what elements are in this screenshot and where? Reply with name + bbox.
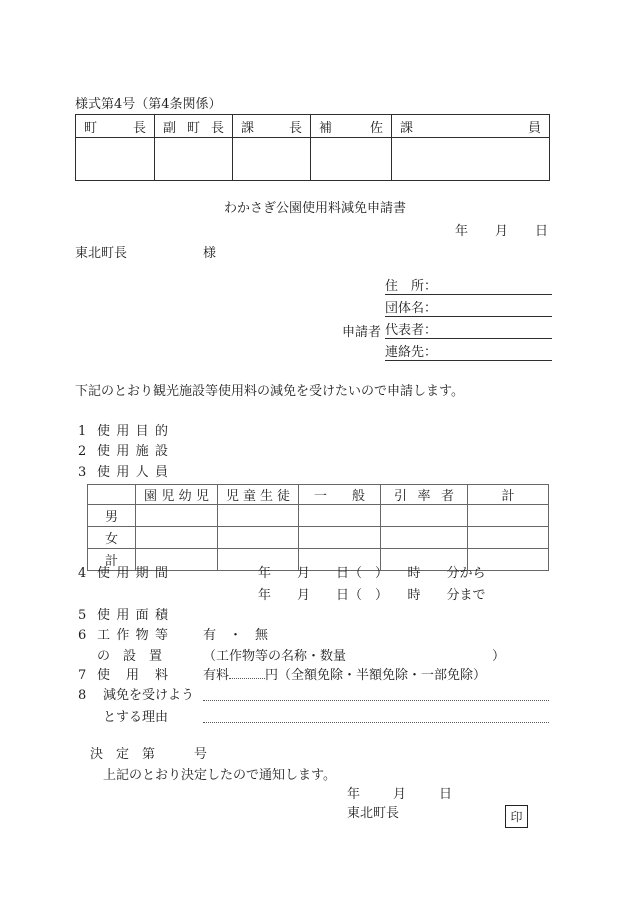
usage-period-from: 年 月 日（ ） 時 分から [258, 566, 486, 581]
item-number: 1 [78, 424, 87, 439]
decision-notice: 上記のとおり決定したので通知します。 [103, 768, 336, 783]
field-label: 団体名： [385, 301, 438, 316]
seal-character: 印 [510, 809, 523, 824]
personnel-blank-cell [299, 527, 381, 549]
stamp-header-label: 課 長 [241, 120, 302, 136]
fee-exemption-options: （全額免除・半額免除・一部免除） [278, 668, 487, 683]
structure-note-open: （工作物等の名称・数量 [203, 649, 347, 664]
structure-options: 有 ・ 無 [203, 628, 269, 643]
item-label-facility: 使 用 施 設 [97, 444, 168, 459]
intro-text: 下記のとおり観光施設等使用料の減免を受けたいので申請します。 [75, 384, 464, 399]
personnel-blank-cell [468, 527, 549, 549]
addressee: 東北町長 [75, 246, 128, 261]
personnel-header-cell [136, 485, 218, 505]
stamp-header-cell [233, 115, 311, 138]
personnel-header-label: 引 率 者 [394, 489, 454, 504]
seal-box [505, 805, 528, 828]
personnel-blank-cell [136, 505, 218, 527]
stamp-header-cell [311, 115, 392, 138]
personnel-row-label: 女 [88, 527, 136, 549]
fee-line [203, 668, 486, 684]
item-label-period: 使 用 期 間 [97, 566, 168, 581]
stamp-blank-cell [392, 138, 550, 181]
personnel-header-cell [468, 485, 549, 505]
item-number: 3 [78, 465, 87, 480]
item-number: 4 [78, 566, 87, 581]
usage-period-to: 年 月 日（ ） 時 分まで [258, 588, 486, 603]
stamp-header-cell [76, 115, 155, 138]
stamp-header-label: 課 員 [400, 120, 541, 136]
personnel-row-label: 計 [88, 549, 136, 571]
personnel-table [87, 484, 549, 571]
structure-note-close: ） [492, 649, 506, 664]
application-date-blank: 年 月 日 [455, 224, 548, 239]
reason-dotted-line [203, 686, 549, 701]
stamp-header-label: 副 町 長 [163, 120, 224, 136]
item-number: 6 [78, 628, 87, 643]
item-label-area: 使 用 面 積 [97, 608, 168, 623]
stamp-header-label: 町 長 [84, 120, 146, 136]
item-label-structures-2: の 設 置 [97, 649, 162, 664]
applicant-address-row [385, 279, 552, 295]
reason-label-line2: とする理由 [103, 710, 169, 725]
personnel-blank-cell [218, 527, 299, 549]
stamp-blank-cell [76, 138, 155, 181]
personnel-blank-cell [218, 505, 299, 527]
honorific-sama: 様 [203, 246, 217, 261]
stamp-blank-cell [155, 138, 233, 181]
form-title: わかさぎ公園使用料減免申請書 [223, 201, 406, 216]
personnel-header-label: 計 [501, 489, 515, 504]
item-number: 8 [78, 688, 87, 703]
approval-stamp-table [75, 114, 550, 181]
decision-number-line: 決 定 第 号 [90, 747, 208, 762]
fee-amount-dotted-blank [229, 678, 265, 679]
personnel-header-label: 園 児 幼 児 [144, 489, 209, 504]
stamp-header-cell [155, 115, 233, 138]
field-label: 住 所： [385, 279, 438, 294]
item-label-personnel: 使 用 人 員 [97, 465, 168, 480]
item-label-fee: 使 用 料 [97, 668, 168, 683]
personnel-blank-cell [136, 527, 218, 549]
personnel-blank-cell [468, 505, 549, 527]
reason-dotted-line [203, 708, 549, 723]
stamp-header-cell [392, 115, 550, 138]
personnel-header-cell [299, 485, 381, 505]
personnel-header-label: 一 般 [314, 489, 365, 504]
stamp-blank-cell [311, 138, 392, 181]
stamp-header-label: 補 佐 [319, 120, 383, 136]
fee-paid-label: 有料 [203, 668, 230, 683]
personnel-blank-cell [381, 505, 468, 527]
personnel-blank-cell [299, 505, 381, 527]
item-label-purpose: 使 用 目 的 [97, 424, 168, 439]
form-number: 様式第4号（第4条関係） [75, 97, 222, 112]
stamp-blank-cell [233, 138, 311, 181]
item-number: 5 [78, 608, 87, 623]
decision-date-blank: 年 月 日 [347, 787, 452, 802]
personnel-header-cell [218, 485, 299, 505]
personnel-header-cell [381, 485, 468, 505]
applicant-label: 申請者 [342, 325, 382, 340]
reason-label-line1: 減免を受けよう [103, 688, 195, 703]
item-number: 2 [78, 444, 87, 459]
personnel-blank-cell [381, 527, 468, 549]
field-label: 代表者： [385, 323, 438, 338]
item-label-structures: 工 作 物 等 [97, 628, 168, 643]
field-label: 連絡先： [385, 345, 438, 360]
applicant-organization-row [385, 301, 552, 317]
personnel-row-label: 男 [88, 505, 136, 527]
applicant-representative-row [385, 323, 552, 339]
personnel-corner-cell [88, 485, 136, 505]
mayor-signature: 東北町長 [347, 806, 400, 821]
personnel-header-label: 児 童 生 徒 [226, 489, 290, 504]
item-number: 7 [78, 668, 87, 683]
applicant-contact-row [385, 345, 552, 361]
fee-unit: 円 [265, 668, 279, 683]
